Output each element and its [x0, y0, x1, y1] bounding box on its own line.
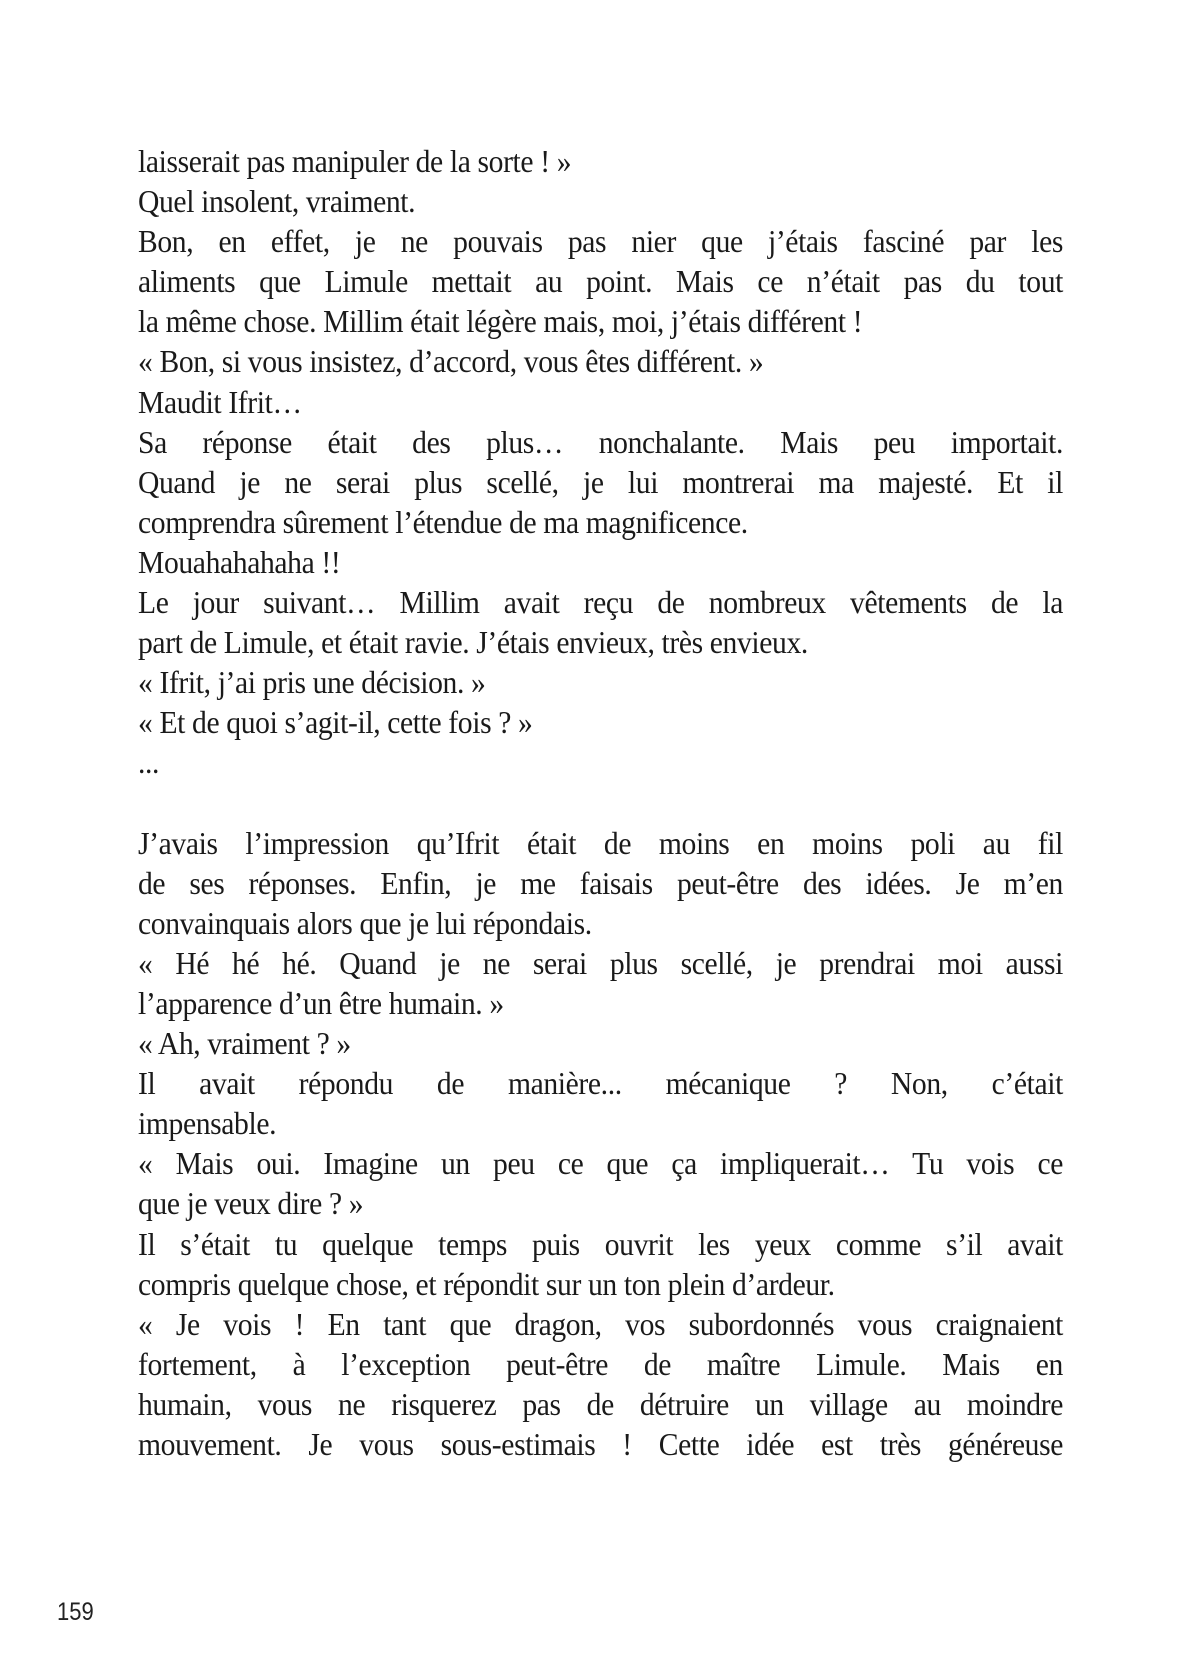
text-line: Quand je ne serai plus scellé, je lui montrerai ma majesté. Et il	[138, 463, 1063, 500]
text-line: humain, vous ne risquerez pas de détruire un village au moindre	[138, 1385, 1063, 1422]
text-line: Il avait répondu de manière... mécanique ? Non, c’était	[138, 1065, 1063, 1102]
text-line: Il s’était tu quelque temps puis ouvrit les yeux comme s’il avait	[138, 1225, 1063, 1262]
text-line: laisserait pas manipuler de la sorte ! »	[138, 143, 572, 179]
page-number: 159	[57, 1598, 94, 1626]
text-line: que je veux dire ? »	[138, 1185, 364, 1222]
text-line: mouvement. Je vous sous-estimais ! Cette idée est très généreuse	[138, 1426, 1063, 1462]
text-line: la même chose. Millim était légère mais, moi, j’étais différent !	[138, 303, 863, 340]
blank-line	[138, 783, 989, 823]
text-line: « Bon, si vous insistez, d’accord, vous êtes différent. »	[138, 343, 764, 380]
text-line: Maudit Ifrit…	[138, 383, 302, 420]
text-line: Sa réponse était des plus… nonchalante. Mais peu importait.	[138, 423, 1063, 460]
text-line: convainquais alors que je lui répondais.	[138, 904, 592, 941]
text-line: Quel insolent, vraiment.	[138, 183, 416, 220]
text-line: Mouahahahaha !!	[138, 543, 341, 580]
text-line: l’apparence d’un être humain. »	[138, 984, 504, 1021]
text-line: « Mais oui. Imagine un peu ce que ça impliquerait… Tu vois ce	[138, 1145, 1063, 1182]
text-line: Le jour suivant… Millim avait reçu de nombreux vêtements de la	[138, 584, 1063, 621]
text-line: de ses réponses. Enfin, je me faisais peut-être des idées. Je m’en	[138, 864, 1063, 901]
text-line: fortement, à l’exception peut-être de maître Limule. Mais en	[138, 1345, 1063, 1382]
text-line: « Ifrit, j’ai pris une décision. »	[138, 664, 486, 701]
text-line: « Hé hé hé. Quand je ne serai plus scellé, je prendrai moi aussi	[138, 944, 1063, 981]
text-line: « Et de quoi s’agit-il, cette fois ? »	[138, 704, 533, 741]
text-line: comprendra sûrement l’étendue de ma magnificence.	[138, 503, 748, 540]
text-line: aliments que Limule mettait au point. Mais ce n’était pas du tout	[138, 263, 1063, 300]
text-line: impensable.	[138, 1105, 277, 1142]
text-line: « Ah, vraiment ? »	[138, 1025, 351, 1062]
text-line: compris quelque chose, et répondit sur un ton plein d’ardeur.	[138, 1265, 835, 1302]
text-line: ...	[138, 744, 160, 781]
text-line: « Je vois ! En tant que dragon, vos subordonnés vous craignaient	[138, 1305, 1063, 1342]
text-line: Bon, en effet, je ne pouvais pas nier que j’étais fasciné par les	[138, 223, 1063, 260]
body-text	[138, 141, 1063, 1464]
text-line: J’avais l’impression qu’Ifrit était de moins en moins poli au fil	[138, 824, 1063, 861]
text-line: part de Limule, et était ravie. J’étais envieux, très envieux.	[138, 624, 808, 661]
